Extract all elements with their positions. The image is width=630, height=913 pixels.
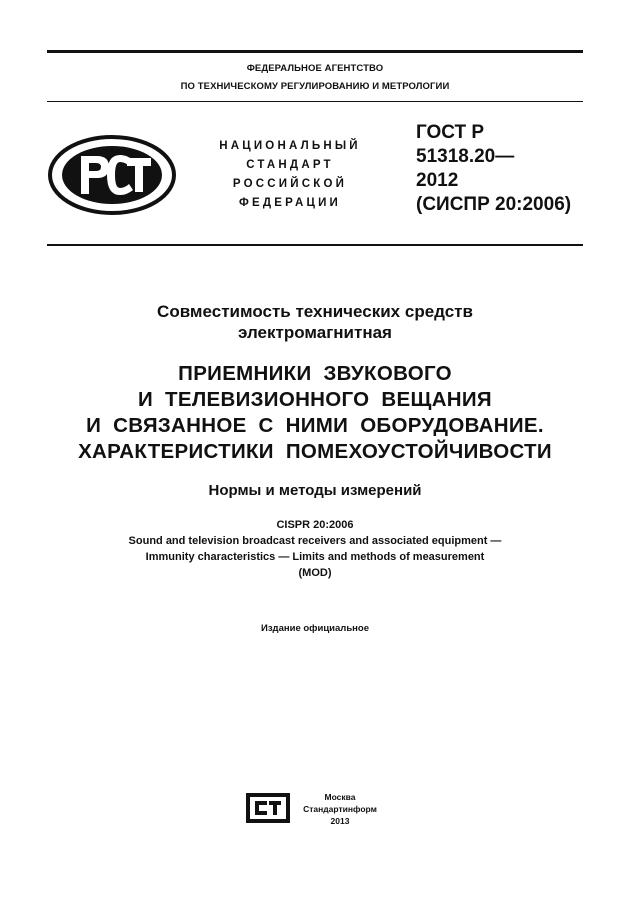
subtitle-line-2: электромагнитная — [238, 323, 392, 342]
designation-line-4: (СИСПР 20:2006) — [416, 194, 572, 215]
cispr-reference: CISPR 20:2006 — [276, 519, 354, 531]
agency-line-1: ФЕДЕРАЛЬНОЕ АГЕНТСТВО — [246, 63, 384, 74]
english-title-line-1: Sound and television broadcast receivers and associated equipment — — [128, 535, 502, 547]
publisher-year: 2013 — [330, 816, 350, 826]
main-title-line-4: ХАРАКТЕРИСТИКИ ПОМЕХОУСТОЙЧИВОСТИ — [78, 440, 552, 463]
main-title-line-2: И ТЕЛЕВИЗИОННОГО ВЕЩАНИЯ — [138, 388, 492, 411]
designation-line-3: 2012 — [416, 170, 459, 191]
standard-type-line-2: СТАНДАРТ — [246, 159, 334, 171]
designation-rule — [47, 244, 583, 246]
standard-type-line-1: НАЦИОНАЛЬНЫЙ — [219, 140, 361, 152]
main-title-line-1: ПРИЕМНИКИ ЗВУКОВОГО — [178, 362, 452, 385]
agency-line-2: ПО ТЕХНИЧЕСКОМУ РЕГУЛИРОВАНИЮ И МЕТРОЛОГИИ — [180, 81, 450, 92]
designation-line-2: 51318.20— — [416, 146, 515, 167]
edition-label: Издание официальное — [261, 623, 369, 634]
standard-type-line-4: ФЕДЕРАЦИИ — [238, 197, 342, 209]
subtitle-line-1: Совместимость технических средств — [157, 302, 473, 321]
standartinform-logo-icon — [245, 792, 291, 824]
header-rule — [47, 101, 583, 102]
designation-line-1: ГОСТ Р — [416, 122, 485, 143]
norms-heading: Нормы и методы измерений — [208, 482, 422, 499]
publisher-city: Москва — [324, 792, 356, 802]
main-title-line-3: И СВЯЗАННОЕ С НИМИ ОБОРУДОВАНИЕ. — [86, 414, 544, 437]
top-rule — [47, 50, 583, 53]
english-title-line-3: (MOD) — [298, 567, 332, 579]
english-title-line-2: Immunity characteristics — Limits and methods of measurement — [145, 551, 485, 563]
standard-type-line-3: РОССИЙСКОЙ — [232, 178, 348, 190]
publisher-name: Стандартинформ — [303, 804, 377, 814]
gost-r-logo-icon — [47, 134, 177, 216]
